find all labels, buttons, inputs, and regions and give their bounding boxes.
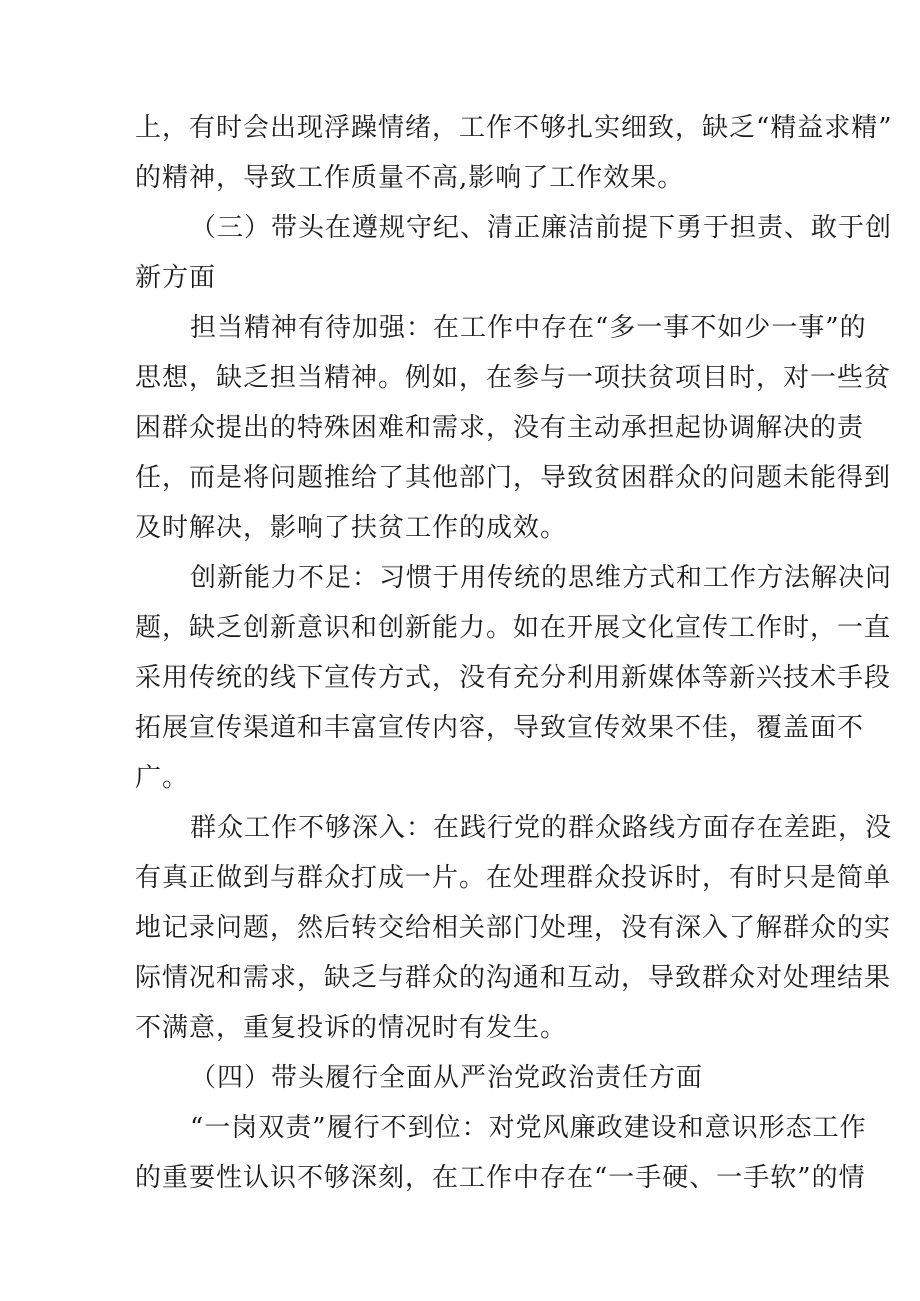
section-heading: （三）带头在遵规守纪、清正廉洁前提下勇于担责、敢于创 xyxy=(190,213,893,243)
text-line: 任，而是将问题推给了其他部门，导致贫困群众的问题未能得到 xyxy=(135,463,892,493)
paragraph-start: “一岗双责”履行不到位：对党风廉政建设和意识形态工作 xyxy=(190,1113,867,1143)
text-line: 际情况和需求，缺乏与群众的沟通和互动，导致群众对处理结果 xyxy=(135,963,892,993)
text-line: 题，缺乏创新意识和创新能力。如在开展文化宣传工作时，一直 xyxy=(135,613,892,643)
text-line: 的精神，导致工作质量不高,影响了工作效果。 xyxy=(135,163,685,193)
paragraph-start: 群众工作不够深入：在践行党的群众路线方面存在差距，没 xyxy=(190,813,893,843)
section-heading-continued: 新方面 xyxy=(135,263,217,293)
text-line: 拓展宣传渠道和丰富宣传内容，导致宣传效果不佳，覆盖面不 xyxy=(135,713,865,743)
paragraph-start: 担当精神有待加强：在工作中存在“多一事不如少一事”的 xyxy=(190,313,867,343)
text-line: 上，有时会出现浮躁情绪，工作不够扎实细致，缺乏“精益求精” xyxy=(135,113,893,143)
text-line: 思想，缺乏担当精神。例如，在参与一项扶贫项目时，对一些贫 xyxy=(135,363,892,393)
text-line: 的重要性认识不够深刻，在工作中存在“一手硬、一手软”的情 xyxy=(135,1163,866,1193)
text-line: 广。 xyxy=(135,763,190,793)
section-heading: （四）带头履行全面从严治党政治责任方面 xyxy=(190,1063,704,1093)
paragraph-start: 创新能力不足：习惯于用传统的思维方式和工作方法解决问 xyxy=(190,563,893,593)
text-line: 不满意，重复投诉的情况时有发生。 xyxy=(135,1013,568,1043)
text-line: 采用传统的线下宣传方式，没有充分利用新媒体等新兴技术手段 xyxy=(135,663,892,693)
text-line: 及时解决，影响了扶贫工作的成效。 xyxy=(135,513,568,543)
text-line: 困群众提出的特殊困难和需求，没有主动承担起协调解决的责 xyxy=(135,413,865,443)
text-line: 地记录问题，然后转交给相关部门处理，没有深入了解群众的实 xyxy=(135,913,892,943)
text-line: 有真正做到与群众打成一片。在处理群众投诉时，有时只是简单 xyxy=(135,863,892,893)
